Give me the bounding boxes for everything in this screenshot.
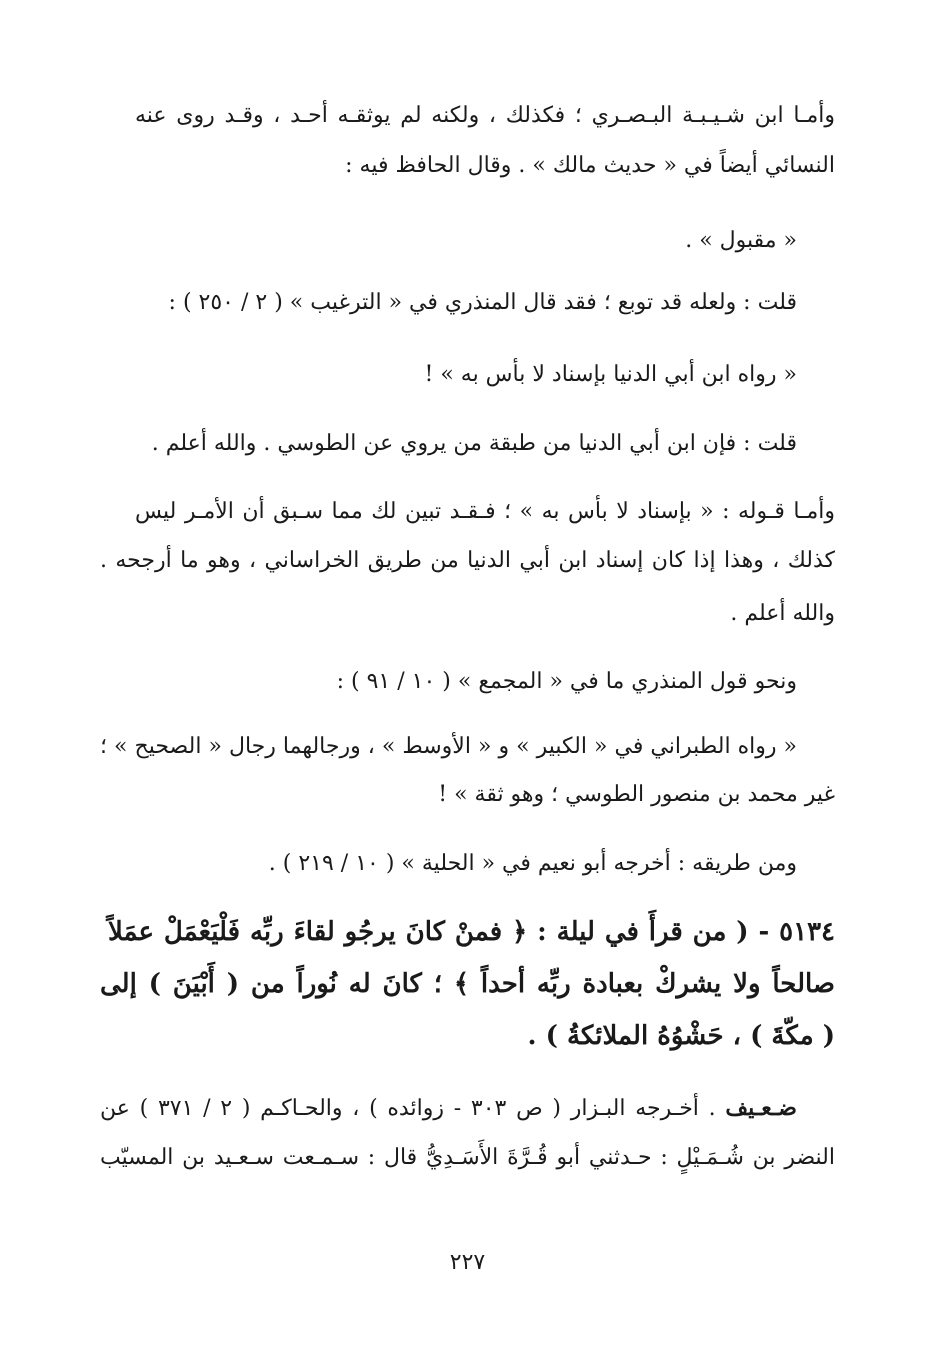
text-line-3: « مقبول » . <box>685 228 797 253</box>
hadith-heading-line-3: ( مكّةَ ) ، حَشْوُهُ الملائكةُ ) . <box>527 1021 835 1051</box>
text-line-9: والله أعلم . <box>730 601 835 626</box>
text-line-7: وأمـا قـوله : « بإسناد لا بأس به » ؛ فـقـد تبين لك مما سـبق أن الأمـر ليس <box>135 499 835 524</box>
page-number: ٢٢٧ <box>449 1250 486 1275</box>
text-line-14-rest: . أخـرجه البـزار ( ص ٣٠٣ - زوائده ) ، والحـاكـم ( ٢ / ٣٧١ ) عن <box>100 1096 726 1121</box>
grading-label: ضـعـيف <box>725 1095 797 1121</box>
text-line-8: كذلك ، وهذا إذا كان إسناد ابن أبي الدنيا من طريق الخراساني ، وهو ما أرجحه . <box>100 548 835 573</box>
text-line-12: غير محمد بن منصور الطوسي ؛ وهو ثقة » ! <box>438 782 835 807</box>
hadith-heading-line-2: صالحاً ولا يشركْ بعبادة ربِّه أحداً ﴾ ؛ كانَ له نُوراً من ( أَبْيَنَ ) إلى <box>100 969 835 999</box>
text-line-2: النسائي أيضاً في « حديث مالك » . وقال الحافظ فيه : <box>345 153 835 178</box>
text-line-5: « رواه ابن أبي الدنيا بإسناد لا بأس به » ! <box>424 362 797 387</box>
text-line-14 <box>100 1092 797 1125</box>
text-line-10: ونحو قول المنذري ما في « المجمع » ( ١٠ / ٩١ ) : <box>336 669 797 694</box>
text-line-4: قلت : ولعله قد توبع ؛ فقد قال المنذري في « الترغيب » ( ٢ / ٢٥٠ ) : <box>168 290 797 315</box>
text-line-11: « رواه الطبراني في « الكبير » و « الأوسط » ، ورجالهما رجال « الصحيح » ؛ <box>100 734 797 759</box>
hadith-heading-line-1: ٥١٣٤ - ( من قرأَ في ليلة : ﴿ فمنْ كانَ يرجُو لقاءَ ربِّه فَلْيَعْمَلْ عمَلاً <box>108 917 835 947</box>
text-line-13: ومن طريقه : أخرجه أبو نعيم في « الحلية » ( ١٠ / ٢١٩ ) . <box>268 851 797 876</box>
text-line-1: وأمـا ابن شـيـبـة البـصـري ؛ فكذلك ، ولكنه لم يوثقـه أحـد ، وقـد روى عنه <box>135 103 835 128</box>
text-line-15: النضر بن شُـمَـيْلٍ : حـدثني أبو قُـرَّةَ الأَسَـدِيُّ قال : سـمـعت سـعـيد بن المسيّب <box>100 1145 835 1170</box>
text-line-6: قلت : فإن ابن أبي الدنيا من طبقة من يروي عن الطوسي . والله أعلم . <box>151 431 797 456</box>
